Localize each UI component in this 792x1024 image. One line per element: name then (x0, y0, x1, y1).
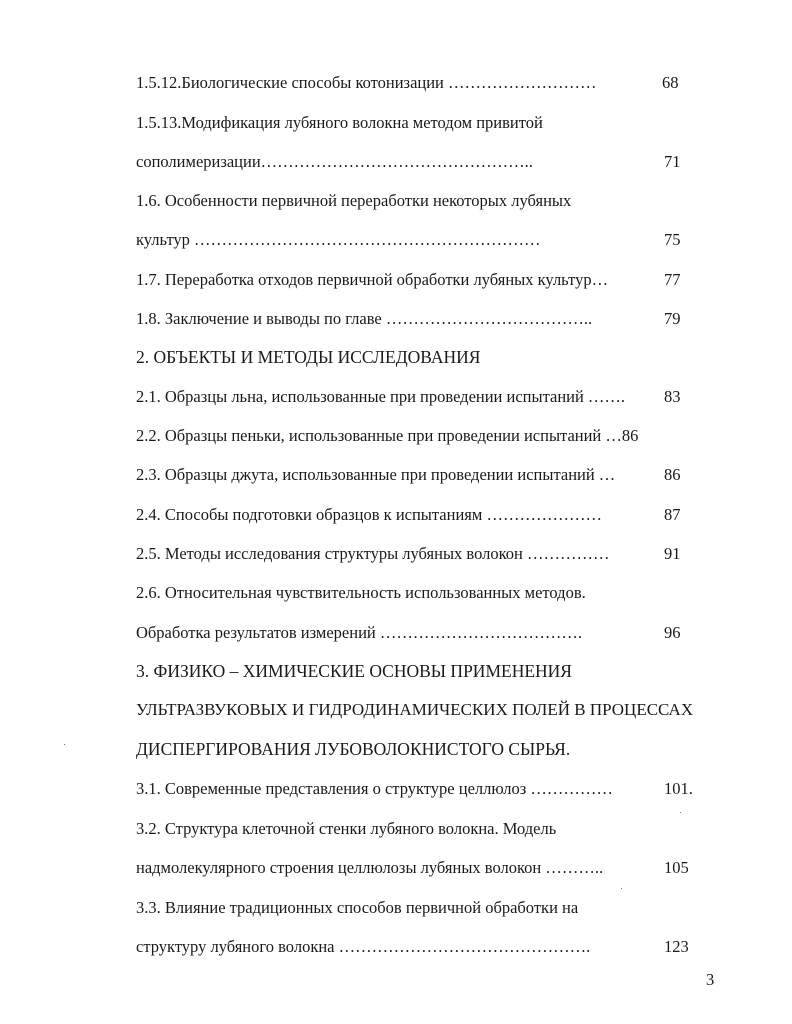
toc-entry-continuation: сополимеризации………………………………………….. (136, 152, 533, 171)
toc-entry-1-8: 1.8. Заключение и выводы по главе ……………………………….. (136, 309, 593, 328)
toc-page-number: 68 (662, 73, 679, 92)
toc-entry-1-5-13: 1.5.13.Модификация лубяного волокна методом привитой (136, 113, 543, 132)
scan-speck (621, 888, 622, 889)
toc-entry-3-3: 3.3. Влияние традиционных способов первичной обработки на (136, 898, 579, 917)
toc-entry-3-1: 3.1. Современные представления о структуре целлюлоз …………… (136, 779, 613, 798)
toc-page-number: 87 (664, 505, 681, 524)
toc-page-number: 101. (664, 779, 693, 798)
toc-page-number: 83 (664, 387, 681, 406)
toc-entry-2-1: 2.1. Образцы льна, использованные при проведении испытаний ……. (136, 387, 626, 406)
toc-page-number: 123 (664, 937, 689, 956)
toc-chapter-3-heading-cont: УЛЬТРАЗВУКОВЫХ И ГИДРОДИНАМИЧЕСКИХ ПОЛЕЙ В ПРОЦЕССАХ (136, 700, 694, 719)
toc-page-number: 96 (664, 623, 681, 642)
scan-speck (680, 812, 681, 813)
scan-speck (64, 744, 65, 745)
toc-entry-2-3: 2.3. Образцы джута, использованные при проведении испытаний … (136, 465, 616, 484)
toc-page-number: 91 (664, 544, 681, 563)
toc-entry-1-6: 1.6. Особенности первичной переработки некоторых лубяных (136, 191, 572, 210)
toc-entry-continuation: Обработка результатов измерений ………………………………. (136, 623, 582, 642)
toc-entry-2-2: 2.2. Образцы пеньки, использованные при проведении испытаний …86 (136, 426, 639, 445)
toc-entry-2-6: 2.6. Относительная чувствительность использованных методов. (136, 583, 586, 602)
toc-page-number: 86 (664, 465, 681, 484)
toc-chapter-2-heading: 2. ОБЪЕКТЫ И МЕТОДЫ ИССЛЕДОВАНИЯ (136, 347, 481, 367)
toc-entry-continuation: надмолекулярного строения целлюлозы лубяных волокон ……….. (136, 858, 604, 877)
toc-entry-continuation: структуру лубяного волокна ………………………………………. (136, 937, 591, 956)
toc-chapter-3-heading: 3. ФИЗИКО – ХИМИЧЕСКИЕ ОСНОВЫ ПРИМЕНЕНИЯ (136, 661, 572, 681)
page-number: 3 (706, 970, 715, 989)
toc-entry-1-5-12: 1.5.12.Биологические способы котонизации ……………………… (136, 73, 597, 92)
toc-page-number: 77 (664, 270, 681, 289)
toc-entry-2-4: 2.4. Способы подготовки образцов к испытаниям ………………… (136, 505, 602, 524)
toc-entry-2-5: 2.5. Методы исследования структуры лубяных волокон …………… (136, 544, 610, 563)
toc-page-number: 75 (664, 230, 681, 249)
toc-entry-continuation: культур ……………………………………………………… (136, 230, 541, 249)
toc-entry-1-7: 1.7. Переработка отходов первичной обработки лубяных культур… (136, 270, 609, 289)
toc-page-number: 105 (664, 858, 689, 877)
toc-entry-3-2: 3.2. Структура клеточной стенки лубяного волокна. Модель (136, 819, 557, 838)
toc-page-number: 79 (664, 309, 681, 328)
toc-chapter-3-heading-cont: ДИСПЕРГИРОВАНИЯ ЛУБОВОЛОКНИСТОГО СЫРЬЯ. (136, 739, 571, 759)
toc-page-number: 71 (664, 152, 681, 171)
